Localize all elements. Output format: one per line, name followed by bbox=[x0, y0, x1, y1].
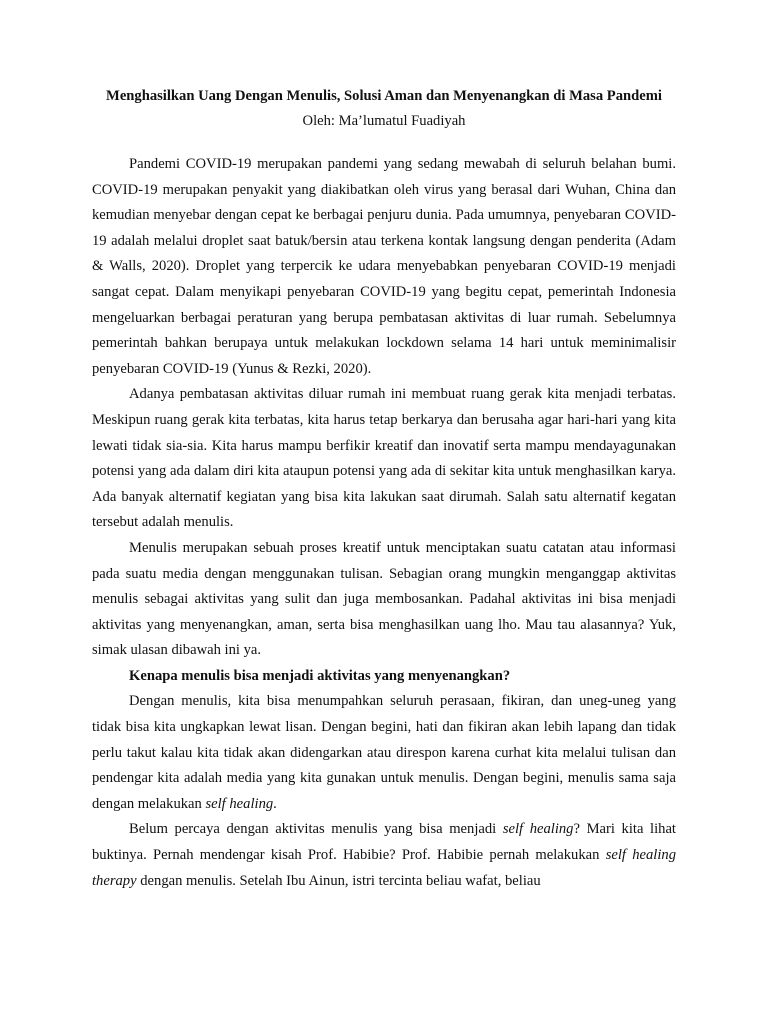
paragraph-5-italic-2: self healing therapy bbox=[92, 847, 676, 889]
paragraph-5-italic-1: self healing bbox=[502, 821, 574, 838]
paragraph-5-text-c: dengan menulis. Setelah Ibu Ainun, istri tercinta beliau wafat, beliau bbox=[136, 872, 541, 889]
paragraph-1: Pandemi COVID-19 merupakan pandemi yang sedang mewabah di seluruh belahan bumi. COVID-19 merupakan penyakit yang diakibatkan oleh virus yang berasal dari Wuhan, China dan kemudian menyebar dengan cepat ke berbagai penjuru dunia. Pada umumnya, penyebaran COVID-19 adalah melalui droplet saat batuk/bersin atau terkena kontak langsung dengan penderita (Adam & Walls, 2020). Droplet yang terpercik ke udara menyebabkan penyebaran COVID-19 menjadi sangat cepat. Dalam menyikapi penyebaran COVID-19 yang begitu cepat, pemerintah Indonesia mengeluarkan berbagai peraturan yang berupa pembatasan aktivitas di luar rumah. Sebelumnya pemerintah bahkan berupaya untuk melakukan lockdown selama 14 hari untuk meminimalisir penyebaran COVID-19 (Yunus & Rezki, 2020). bbox=[92, 156, 676, 377]
document-author: Oleh: Ma’lumatul Fuadiyah bbox=[302, 113, 466, 129]
paragraph-5-text-b: ? Mari kita lihat buktinya. Pernah mendengar kisah Prof. Habibie? Prof. Habibie pernah melakukan bbox=[92, 821, 676, 864]
paragraph-4-end: . bbox=[273, 795, 277, 812]
paragraph-5-text-a: Belum percaya dengan aktivitas menulis yang bisa menjadi bbox=[129, 821, 503, 838]
paragraph-4-text: Dengan menulis, kita bisa menumpahkan seluruh perasaan, fikiran, dan uneg-uneg yang tidak bisa kita ungkapkan lewat lisan. Dengan begini, hati dan fikiran akan lebih lapang dan tidak perlu takut kalau kita tidak akan didengarkan atau direspon karena curhat kita melalui tulisan dan pendengar kita adalah media yang kita gunakan untuk menulis. Dengan begini, menulis sama saja dengan melakukan bbox=[92, 693, 676, 812]
paragraph-4-italic: self healing bbox=[205, 795, 274, 812]
document-title: Menghasilkan Uang Dengan Menulis, Solusi Aman dan Menyenangkan di Masa Pandemi bbox=[106, 88, 662, 104]
section-heading: Kenapa menulis bisa menjadi aktivitas yang menyenangkan? bbox=[129, 667, 511, 684]
document-page bbox=[92, 82, 676, 894]
paragraph-5 bbox=[92, 817, 676, 894]
paragraph-2: Adanya pembatasan aktivitas diluar rumah ini membuat ruang gerak kita menjadi terbatas. Meskipun ruang gerak kita terbatas, kita harus tetap berkarya dan berusaha agar hari-hari yang kita lewati tidak sia-sia. Kita harus mampu berfikir kreatif dan inovatif serta mampu mendayagunakan potensi yang ada dalam diri kita ataupun potensi yang ada di sekitar kita untuk menghasilkan karya. Ada banyak alternatif kegiatan yang bisa kita lakukan saat dirumah. Salah satu alternatif kegatan tersebut adalah menulis. bbox=[92, 386, 676, 531]
paragraph-4 bbox=[92, 689, 676, 817]
paragraph-3: Menulis merupakan sebuah proses kreatif untuk menciptakan suatu catatan atau informasi pada suatu media dengan menggunakan tulisan. Sebagian orang mungkin menganggap aktivitas menulis sebagai aktivitas yang sulit dan juga membosankan. Padahal aktivitas ini bisa menjadi aktivitas yang menyenangkan, aman, serta bisa menghasilkan uang lho. Mau tau alasannya? Yuk, simak ulasan dibawah ini ya. bbox=[92, 539, 676, 659]
